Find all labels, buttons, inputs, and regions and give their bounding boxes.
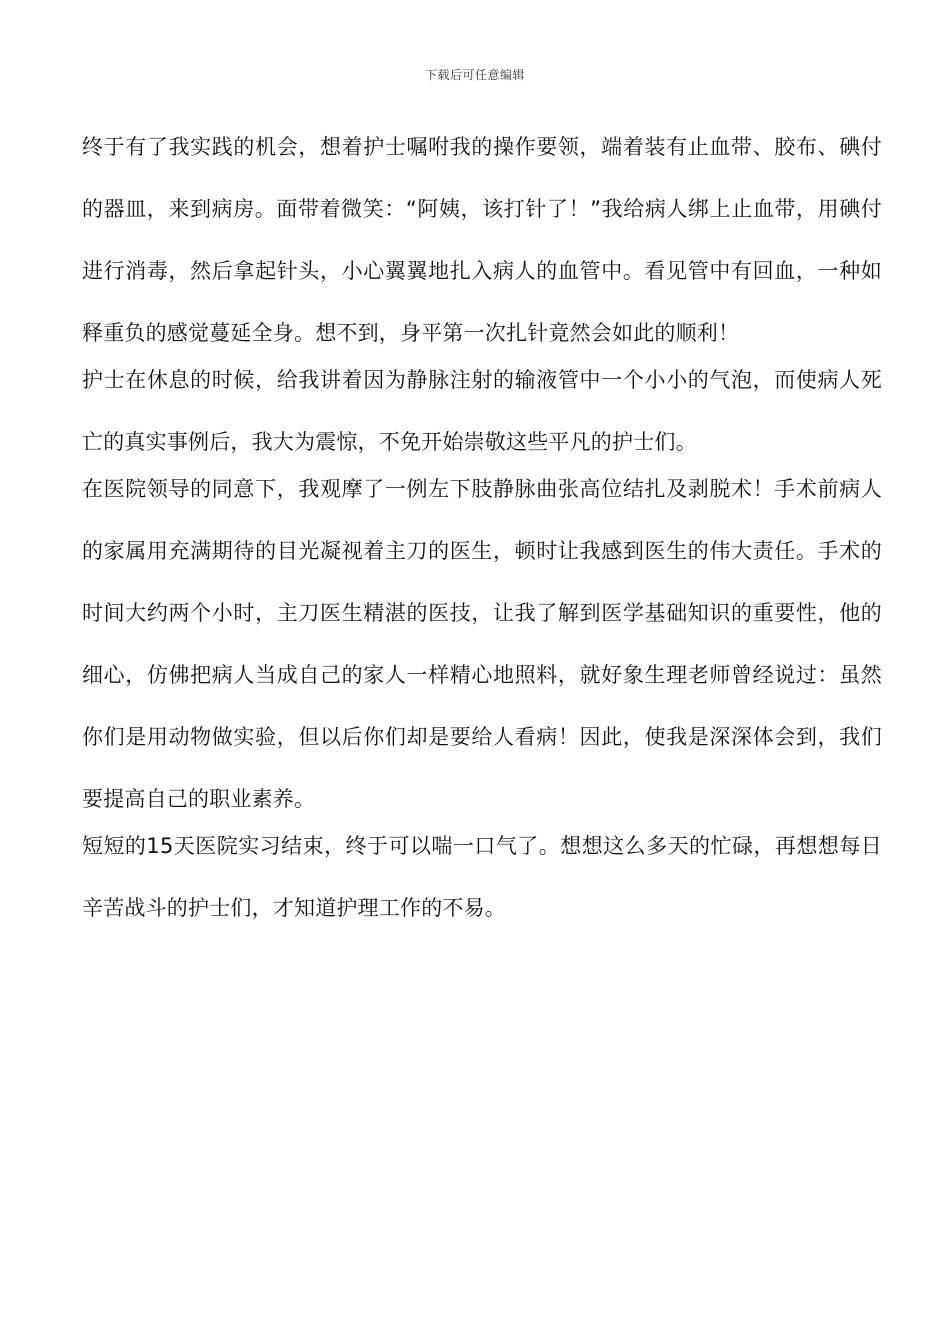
paragraph-3: 在医院领导的同意下，我观摩了一例左下肢静脉曲张高位结扎及剥脱术！手术前病人的家属用充满期待的目光凝视着主刀的医生，顿时让我感到医生的伟大责任。手术的时间大约两个小时，主刀医生精湛的医技，让我了解到医学基础知识的重要性，他的细心，仿佛把病人当成自己的家人一样精心地照料，就好象生理老师曾经说过：虽然你们是用动物做实验，但以后你们却是要给人看病！因此，使我是深深体会到，我们要提高自己的职业素养。	[82, 477, 882, 811]
paragraph-4: 短短的15天医院实习结束，终于可以喘一口气了。想想这么多天的忙碌，再想想每日辛苦战斗的护士们，才知道护理工作的不易。	[82, 834, 882, 920]
document-body	[82, 116, 882, 939]
header-note: 下载后可任意编辑	[424, 68, 525, 82]
paragraph-2: 护士在休息的时候，给我讲着因为静脉注射的输液管中一个小小的气泡，而使病人死亡的真实事例后，我大为震惊，不免开始崇敬这些平凡的护士们。	[82, 368, 882, 454]
paragraph-1: 终于有了我实践的机会，想着护士嘱咐我的操作要领，端着装有止血带、胶布、碘付的器皿，来到病房。面带着微笑：“阿姨，该打针了！”我给病人绑上止血带，用碘付进行消毒，然后拿起针头，小心翼翼地扎入病人的血管中。看见管中有回血，一种如释重负的感觉蔓延全身。想不到，身平第一次扎针竟然会如此的顺利！	[82, 135, 882, 345]
